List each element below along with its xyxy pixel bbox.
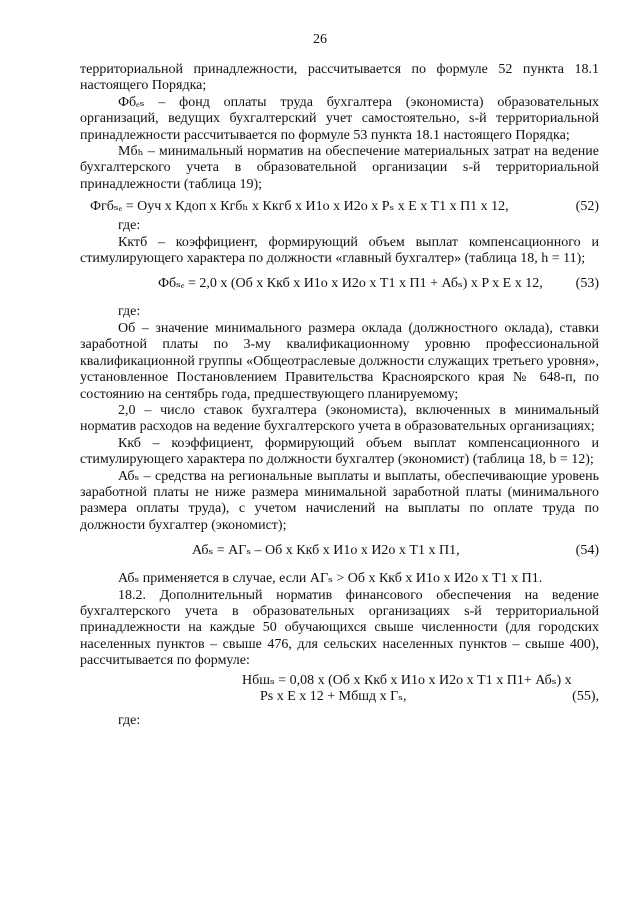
paragraph-5: Об – значение минимального размера оклада (должностного оклада), ставки заработной платы по 3-му квалификационному уровню профессиональной квалификационной группы «Общеотраслевые должности служащих третьего уровня», установленное Постановлением Правительства Красноярского края № 648-п, по состоянию на сентябрь года, предшествующего планируемому; bbox=[80, 320, 599, 402]
formula-55-number: (55), bbox=[572, 688, 599, 704]
formula-55-line-1: Нбшₛ = 0,08 x (Об x Ккб x И1о x И2о x Т1 x П1+ Абₛ) x bbox=[242, 672, 572, 688]
formula-52-number: (52) bbox=[575, 199, 599, 215]
formula-52 bbox=[80, 199, 599, 216]
paragraph-4: Кктб – коэффициент, формирующий объем выплат компенсационного и стимулирующего характера по должности «главный бухгалтер» (таблица 18, h = 11); bbox=[80, 234, 599, 267]
paragraph-6: 2,0 – число ставок бухгалтера (экономиста), включенных в минимальный норматив расходов на ведение бухгалтерского учета в образовательных организациях; bbox=[80, 402, 599, 435]
formula-53-number: (53) bbox=[575, 276, 599, 292]
formula-54 bbox=[80, 543, 599, 560]
paragraph-2: Фбₑₛ – фонд оплаты труда бухгалтера (экономиста) образовательных организаций, ведущих бухгалтерский учет самостоятельно, s-й территориальной принадлежности рассчитывается по формуле 53 пункта 18.1 настоящего Порядка; bbox=[80, 94, 599, 143]
page-number: 26 bbox=[313, 32, 327, 47]
formula-52-expression: Фгбₛₑ = Оуч x Кдоп x Кгбₕ x Ккгб x И1о x И2о x Pₛ x E x T1 x П1 x 12, bbox=[90, 199, 509, 215]
page-body bbox=[80, 62, 599, 729]
formula-54-number: (54) bbox=[575, 543, 599, 559]
paragraph-3: Мбₕ – минимальный норматив на обеспечение материальных затрат на ведение бухгалтерского учета в образовательной организации s-й территориальной принадлежности (таблица 19); bbox=[80, 144, 599, 192]
where-label-1: где: bbox=[118, 218, 141, 234]
where-label-3: где: bbox=[118, 712, 141, 728]
formula-55-line-2: Ps x E x 12 + Мбшд x Гₛ, bbox=[260, 688, 407, 704]
where-label-2: где: bbox=[118, 304, 141, 320]
paragraph-7: Ккб – коэффициент, формирующий объем выплат компенсационного и стимулирующего характера по должности бухгалтер (экономист) (таблица 18, b = 12); bbox=[80, 435, 599, 468]
formula-55 bbox=[80, 673, 599, 707]
paragraph-1: территориальной принадлежности, рассчитывается по формуле 52 пункта 18.1 настоящего Порядка; bbox=[80, 62, 599, 94]
formula-53 bbox=[80, 276, 599, 293]
formula-53-expression: Фбₛₑ = 2,0 x (Об x Ккб x И1о x И2о x Т1 x П1 + Абₛ) x P x E x 12, bbox=[158, 276, 543, 292]
paragraph-8: Абₛ – средства на региональные выплаты и выплаты, обеспечивающие уровень заработной платы не ниже размера минимальной заработной платы (минимального размера оплаты труда), с учетом начислений на выплаты по оплате труда по должности бухгалтер (экономист); bbox=[80, 468, 599, 533]
paragraph-10: 18.2. Дополнительный норматив финансового обеспечения на ведение бухгалтерского учета в образовательных организациях s-й территориальной принадлежности на каждые 50 обучающихся свыше численности (для городских населенных пунктов – свыше 476, для сельских населенных пунктов – свыше 400), рассчитывается по формуле: bbox=[80, 587, 599, 669]
formula-54-expression: Абₛ = АГₛ – Об x Ккб x И1о x И2о x Т1 x П1, bbox=[192, 543, 460, 559]
paragraph-9: Абₛ применяется в случае, если АГₛ > Об x Ккб x И1о x И2о x Т1 x П1. bbox=[118, 571, 543, 587]
